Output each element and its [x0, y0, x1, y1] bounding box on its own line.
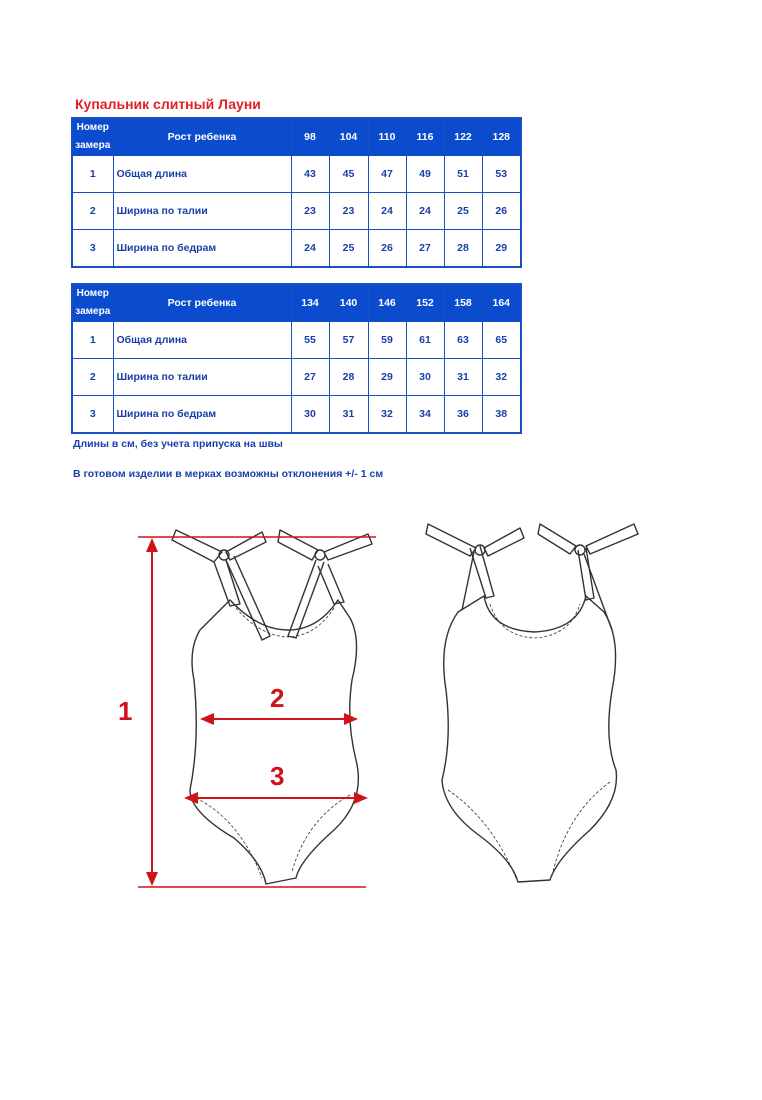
value-cell: 51 [444, 156, 482, 193]
value-cell: 38 [482, 396, 521, 434]
header-label-cell: Рост ребенка [113, 118, 291, 156]
header-size-cell: 110 [368, 118, 406, 156]
value-cell: 28 [444, 230, 482, 268]
swimsuit-back-icon [426, 524, 638, 882]
value-cell: 27 [291, 359, 329, 396]
row-num-cell: 2 [72, 359, 113, 396]
row-num-cell: 3 [72, 230, 113, 268]
value-cell: 30 [291, 396, 329, 434]
value-cell: 25 [329, 230, 368, 268]
value-cell: 61 [406, 322, 444, 359]
value-cell: 25 [444, 193, 482, 230]
row-label-cell: Общая длина [113, 322, 291, 359]
header-size-cell: 152 [406, 284, 444, 322]
measure-label-2: 2 [270, 683, 285, 713]
value-cell: 31 [329, 396, 368, 434]
header-num-cell: Номер замера [72, 284, 113, 322]
value-cell: 53 [482, 156, 521, 193]
table-header-row [72, 118, 521, 156]
header-size-cell: 116 [406, 118, 444, 156]
value-cell: 23 [329, 193, 368, 230]
size-table-1 [71, 117, 522, 268]
table-row [72, 396, 521, 434]
header-label-cell: Рост ребенка [113, 284, 291, 322]
row-num-cell: 2 [72, 193, 113, 230]
size-table-2 [71, 283, 522, 434]
row-label-cell: Ширина по талии [113, 359, 291, 396]
value-cell: 45 [329, 156, 368, 193]
value-cell: 28 [329, 359, 368, 396]
value-cell: 63 [444, 322, 482, 359]
value-cell: 65 [482, 322, 521, 359]
value-cell: 31 [444, 359, 482, 396]
value-cell: 26 [368, 230, 406, 268]
note-tolerance: В готовом изделии в мерках возможны отклонения +/- 1 см [73, 468, 384, 480]
row-label-cell: Ширина по талии [113, 193, 291, 230]
table-header-row [72, 284, 521, 322]
header-size-cell: 98 [291, 118, 329, 156]
value-cell: 36 [444, 396, 482, 434]
value-cell: 26 [482, 193, 521, 230]
value-cell: 29 [368, 359, 406, 396]
value-cell: 24 [291, 230, 329, 268]
measure-label-1: 1 [118, 696, 133, 726]
header-size-cell: 158 [444, 284, 482, 322]
value-cell: 24 [368, 193, 406, 230]
header-size-cell: 122 [444, 118, 482, 156]
table-row [72, 230, 521, 268]
value-cell: 47 [368, 156, 406, 193]
row-label-cell: Общая длина [113, 156, 291, 193]
value-cell: 24 [406, 193, 444, 230]
row-num-cell: 1 [72, 322, 113, 359]
header-num-cell: Номер замера [72, 118, 113, 156]
row-label-cell: Ширина по бедрам [113, 230, 291, 268]
value-cell: 49 [406, 156, 444, 193]
row-num-cell: 1 [72, 156, 113, 193]
row-num-cell: 3 [72, 396, 113, 434]
product-title: Купальник слитный Лауни [75, 96, 261, 112]
table-row [72, 322, 521, 359]
value-cell: 57 [329, 322, 368, 359]
value-cell: 29 [482, 230, 521, 268]
value-cell: 55 [291, 322, 329, 359]
value-cell: 23 [291, 193, 329, 230]
value-cell: 27 [406, 230, 444, 268]
swimsuit-sketch [0, 500, 762, 920]
value-cell: 32 [482, 359, 521, 396]
table-row [72, 193, 521, 230]
header-size-cell: 128 [482, 118, 521, 156]
note-seam-allowance: Длины в см, без учета припуска на швы [73, 438, 283, 450]
table-row [72, 156, 521, 193]
header-size-cell: 146 [368, 284, 406, 322]
header-size-cell: 140 [329, 284, 368, 322]
value-cell: 30 [406, 359, 444, 396]
header-size-cell: 164 [482, 284, 521, 322]
value-cell: 43 [291, 156, 329, 193]
header-size-cell: 104 [329, 118, 368, 156]
table-row [72, 359, 521, 396]
measure-label-3: 3 [270, 761, 285, 791]
value-cell: 34 [406, 396, 444, 434]
row-label-cell: Ширина по бедрам [113, 396, 291, 434]
header-size-cell: 134 [291, 284, 329, 322]
value-cell: 59 [368, 322, 406, 359]
value-cell: 32 [368, 396, 406, 434]
